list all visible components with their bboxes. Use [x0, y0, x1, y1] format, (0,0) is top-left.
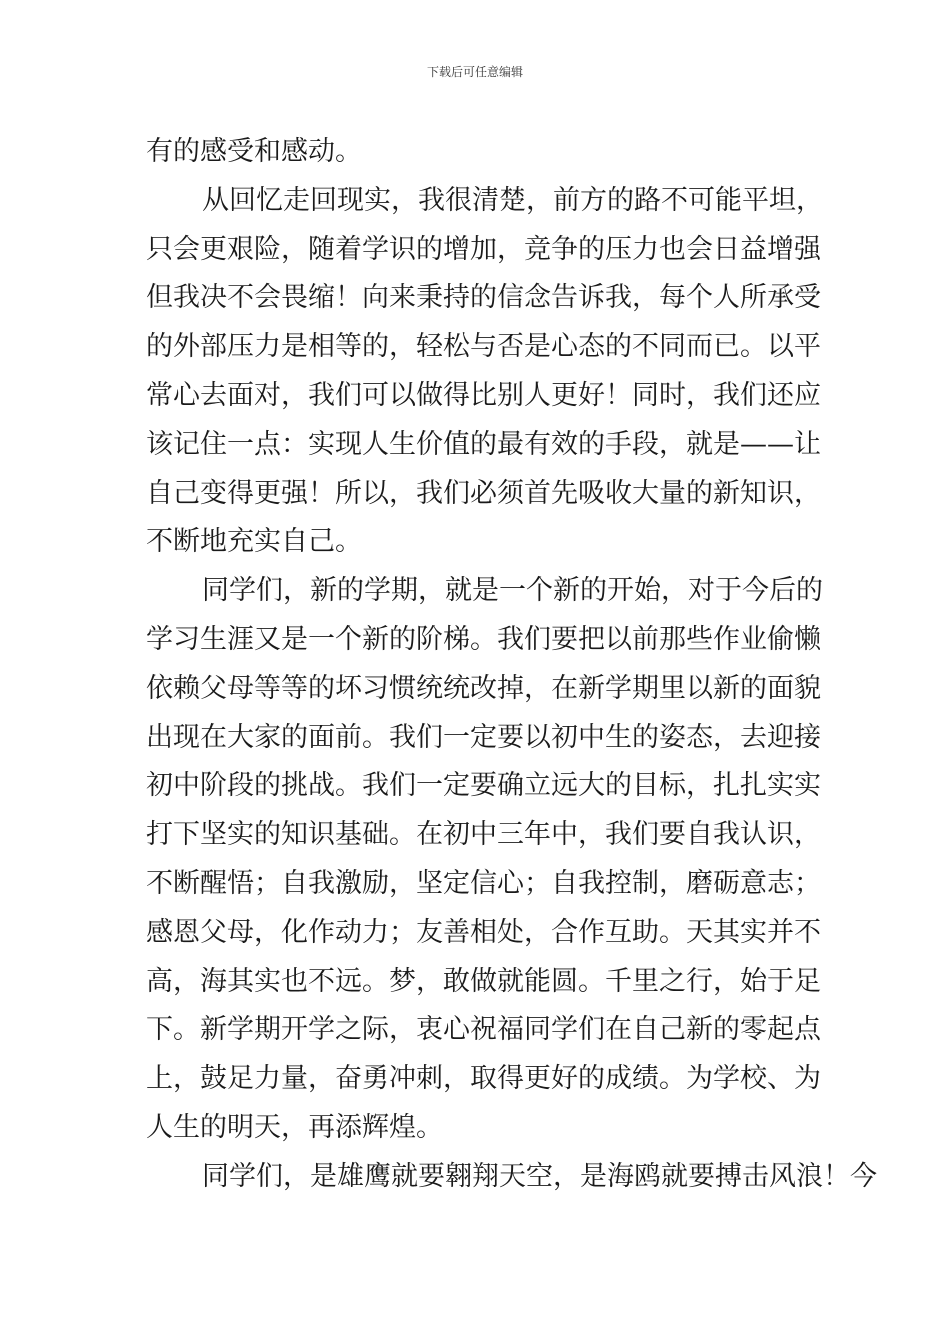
text-line: 感恩父母，化作动力；友善相处，合作互助。天其实并不	[146, 916, 821, 948]
text-line: 上，鼓足力量，奋勇冲刺，取得更好的成绩。为学校、为	[146, 1063, 821, 1095]
text-line: 的外部压力是相等的，轻松与否是心态的不同而已。以平	[146, 331, 821, 363]
text-line: 常心去面对，我们可以做得比别人更好！同时，我们还应	[146, 379, 821, 411]
text-line: 学习生涯又是一个新的阶梯。我们要把以前那些作业偷懒	[146, 623, 821, 655]
text-line: 不断醒悟；自我激励，坚定信心；自我控制，磨砺意志；	[146, 867, 821, 899]
text-line: 打下坚实的知识基础。在初中三年中，我们要自我认识，	[146, 819, 821, 851]
text-line: 依赖父母等等的坏习惯统统改掉，在新学期里以新的面貌	[146, 672, 821, 704]
text-line: 但我决不会畏缩！向来秉持的信念告诉我，每个人所承受	[146, 282, 821, 314]
text-line: 出现在大家的面前。我们一定要以初中生的姿态，去迎接	[146, 721, 821, 753]
page-header: 下载后可任意编辑	[426, 65, 523, 79]
text-line: 同学们，新的学期，就是一个新的开始，对于今后的	[202, 575, 823, 607]
text-line: 有的感受和感动。	[146, 136, 362, 167]
text-line: 人生的明天，再添辉煌。	[146, 1111, 443, 1143]
text-line: 高，海其实也不远。梦，敢做就能圆。千里之行，始于足	[146, 965, 821, 997]
text-line: 不断地充实自己。	[146, 526, 362, 558]
document-body	[146, 128, 877, 1202]
text-line: 初中阶段的挑战。我们一定要确立远大的目标，扎扎实实	[146, 770, 821, 802]
text-line: 自己变得更强！所以，我们必须首先吸收大量的新知识，	[146, 477, 821, 509]
text-line: 该记住一点：实现人生价值的最有效的手段，就是——让	[146, 428, 821, 460]
text-line: 同学们，是雄鹰就要翱翔天空，是海鸥就要搏击风浪！今	[202, 1160, 877, 1192]
text-line: 从回忆走回现实，我很清楚，前方的路不可能平坦，	[202, 184, 823, 216]
text-line: 下。新学期开学之际，衷心祝福同学们在自己新的零起点	[146, 1014, 821, 1046]
text-line: 只会更艰险，随着学识的增加，竞争的压力也会日益增强	[146, 233, 821, 265]
